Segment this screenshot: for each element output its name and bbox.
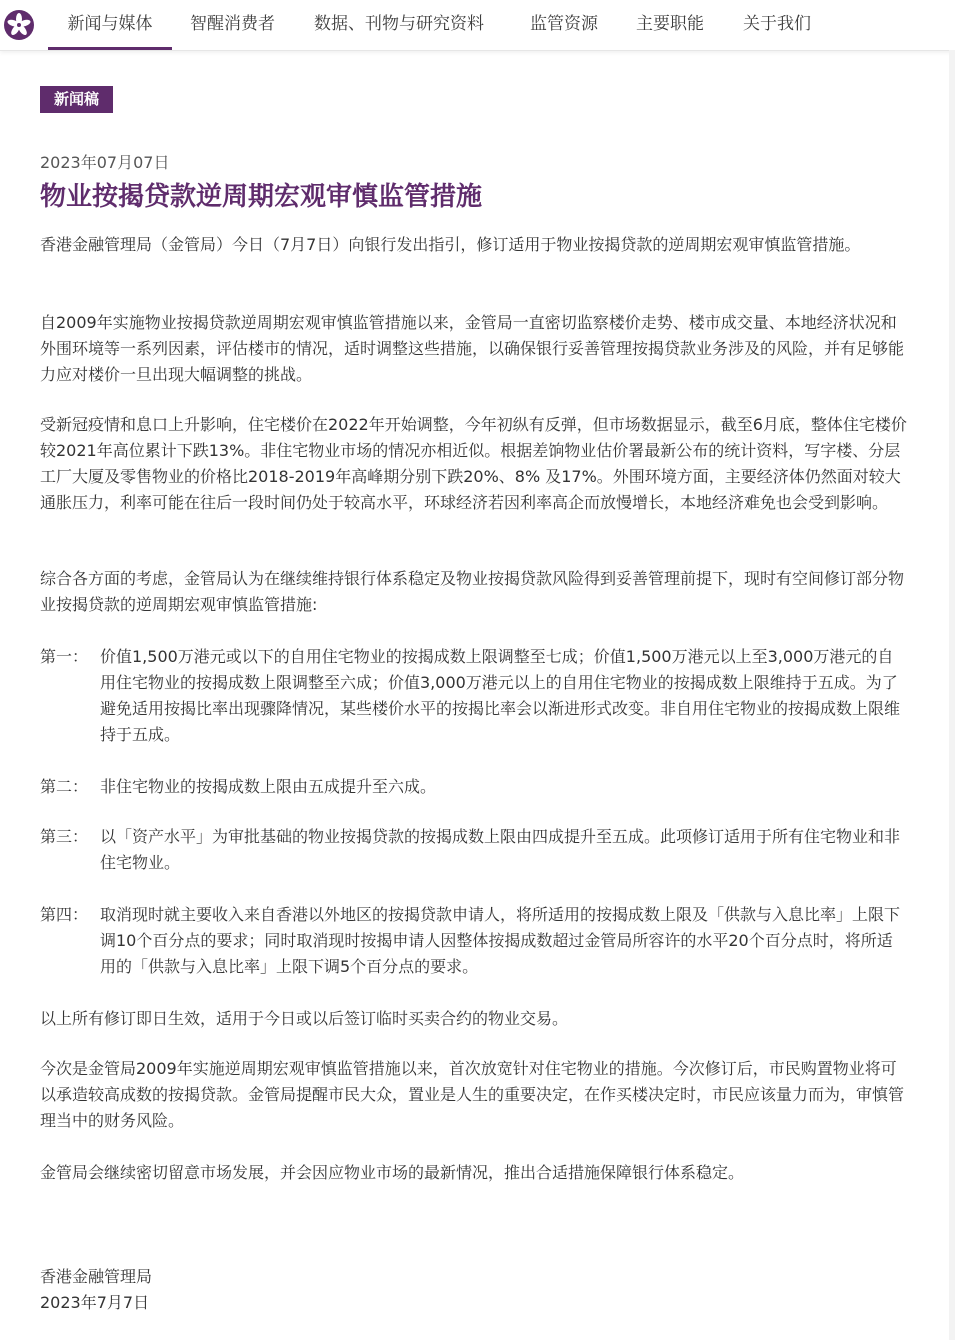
article-paragraph: 今次是金管局2009年实施逆周期宏观审慎监管措施以来，首次放宽针对住宅物业的措施。今次修订后，市民购置物业将可以承造较高成数的按揭贷款。金管局提醒市民大众，置业是人生的重要决定，在作买楼决定时，市民应该量力而为，审慎管理当中的财务风险。	[40, 1059, 905, 1130]
nav-item-about-us[interactable]	[743, 0, 811, 48]
measure-text: 取消现时就主要收入来自香港以外地区的按揭贷款申请人，将所适用的按揭成数上限及「供款与入息比率」上限下调10个百分点的要求；同时取消现时按揭申请人因整体按揭成数超过金管局所容许的水平20个百分点时，将所适用的「供款与入息比率」上限下调5个百分点的要求。	[100, 905, 901, 976]
page-scrollbar[interactable]	[949, 50, 955, 1340]
nav-item-label: 智醒消费者	[190, 14, 275, 34]
article-paragraph: 自2009年实施物业按揭贷款逆周期宏观审慎监管措施以来，金管局一直密切监察楼价走势、楼市成交量、本地经济状况和外围环境等一系列因素，评估楼市的情况，适时调整这些措施，以确保银行妥善管理按揭贷款业务涉及的风险，并有足够能力应对楼价一旦出现大幅调整的挑战。	[40, 313, 905, 384]
measure-text: 以「资产水平」为审批基础的物业按揭贷款的按揭成数上限由四成提升至五成。此项修订适用于所有住宅物业和非住宅物业。	[100, 827, 901, 872]
nav-item-label: 监管资源	[530, 14, 598, 34]
nav-item-label: 主要职能	[636, 14, 704, 34]
article-date: 2023年07月07日	[40, 153, 170, 172]
bauhinia-icon[interactable]	[4, 10, 34, 40]
nav-item-regulatory-resources[interactable]	[530, 0, 598, 48]
measure-label: 第二：	[40, 777, 89, 796]
article-paragraph: 金管局会继续密切留意市场发展，并会因应物业市场的最新情况，推出合适措施保障银行体系稳定。	[40, 1163, 745, 1182]
article-paragraph: 香港金融管理局（金管局）今日（7月7日）向银行发出指引，修订适用于物业按揭贷款的逆周期宏观审慎监管措施。	[40, 235, 861, 254]
top-navigation	[0, 0, 955, 51]
article-title: 物业按揭贷款逆周期宏观审慎监管措施	[40, 182, 483, 212]
article-paragraph: 以上所有修订即日生效，适用于今日或以后签订临时买卖合约的物业交易。	[40, 1009, 569, 1028]
nav-item-label: 新闻与媒体	[67, 14, 153, 34]
article-paragraph: 综合各方面的考虑，金管局认为在继续维持银行体系稳定及物业按揭贷款风险得到妥善管理前提下，现时有空间修订部分物业按揭贷款的逆周期宏观审慎监管措施:	[40, 569, 905, 614]
nav-item-label: 关于我们	[743, 14, 811, 34]
article-paragraph: 受新冠疫情和息口上升影响，住宅楼价在2022年开始调整，今年初纵有反弹，但市场数据显示，截至6月底，整体住宅楼价较2021年高位累计下跌13%。非住宅物业市场的情况亦相近似。根据差饷物业估价署最新公布的统计资料，写字楼、分层工厂大厦及零售物业的价格比2018-2019年高峰期分别下跌20%、8% 及17%。外围环境方面，主要经济体仍然面对较大通胀压力，利率可能在往后一段时间仍处于较高水平，环球经济若因利率高企而放慢增长，本地经济难免也会受到影响。	[40, 415, 907, 512]
nav-item-news-media[interactable]	[48, 0, 172, 50]
nav-item-key-functions[interactable]	[636, 0, 704, 48]
measure-text: 价值1,500万港元或以下的自用住宅物业的按揭成数上限调整至七成；价值1,500万港元以上至3,000万港元的自用住宅物业的按揭成数上限调整至六成；价值3,000万港元以上的自用住宅物业的按揭成数上限维持于五成。为了避免适用按揭比率出现骤降情况，某些楼价水平的按揭比率会以渐进形式改变。非自用住宅物业的按揭成数上限维持于五成。	[100, 647, 901, 744]
measure-label: 第一：	[40, 647, 89, 666]
press-release-badge: 新闻稿	[40, 86, 113, 113]
measure-label: 第四：	[40, 905, 89, 924]
nav-item-label: 数据、刊物与研究资料	[314, 14, 484, 34]
measure-label: 第三：	[40, 827, 89, 846]
measure-text: 非住宅物业的按揭成数上限由五成提升至六成。	[100, 777, 437, 796]
nav-item-data-publications-research[interactable]	[314, 0, 484, 48]
nav-item-smart-consumers[interactable]	[190, 0, 275, 48]
signature-organization: 香港金融管理局	[40, 1267, 153, 1286]
signature-date: 2023年7月7日	[40, 1293, 150, 1312]
